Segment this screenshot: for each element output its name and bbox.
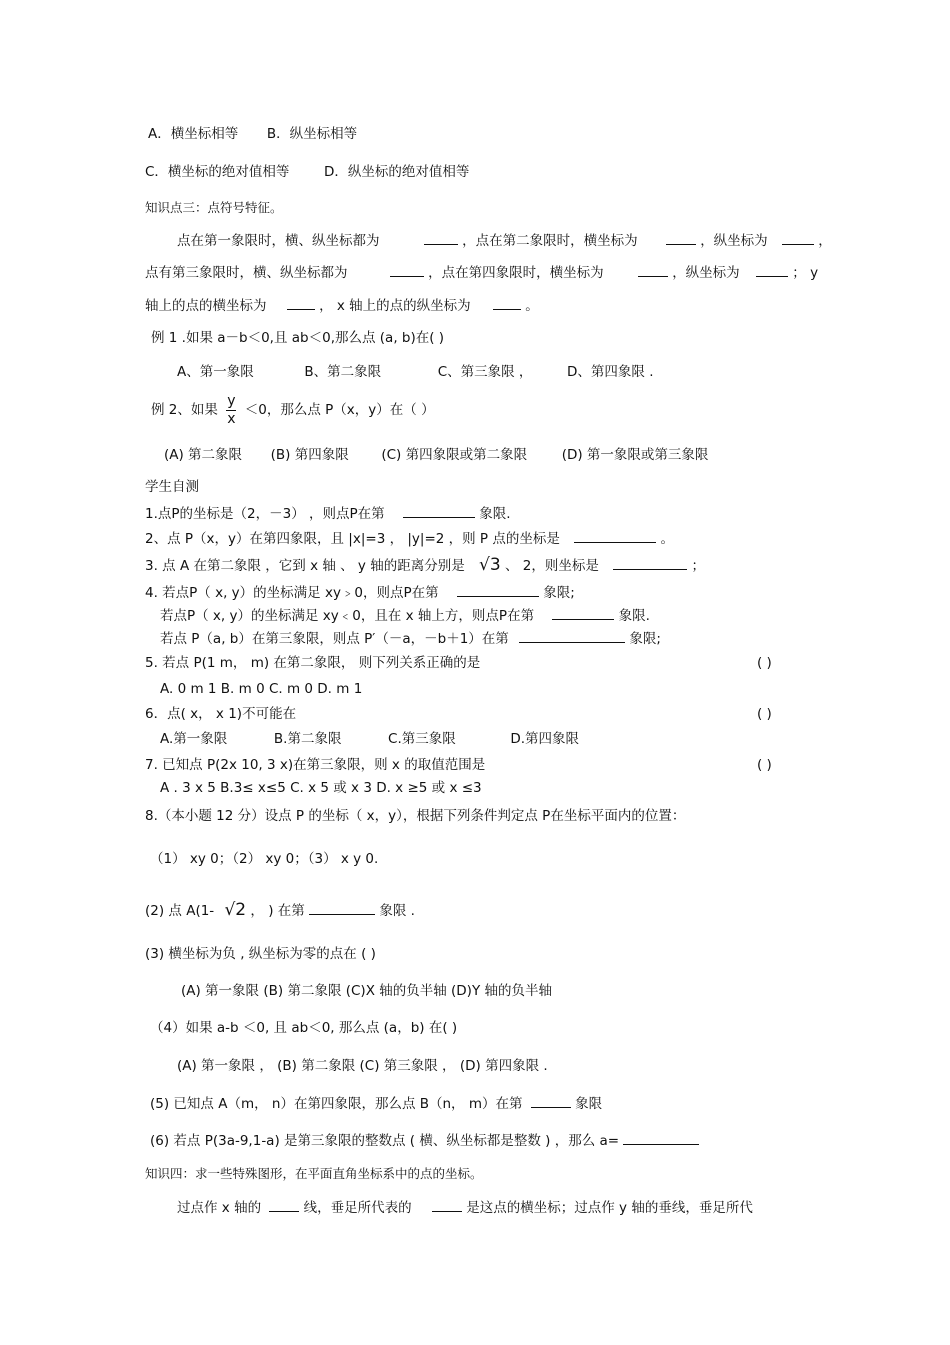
fill-blank[interactable] (432, 1198, 462, 1212)
question-8-stem: 8.（本小题 12 分）设点 P 的坐标（ x，y），根据下列条件判定点 P在坐标平面内的位置： (145, 808, 686, 824)
fill-blank[interactable] (424, 231, 458, 245)
fill-blank[interactable] (782, 231, 814, 245)
question-5-stem: 5. 若点 P(1 m， m) 在第二象限， 则下列关系正确的是 (145, 655, 481, 671)
question-4-part-1: 4. 若点P（ x, y）的坐标满足 xy﹥0，则点P在第 象限; (145, 585, 575, 601)
fill-blank[interactable] (390, 263, 424, 277)
question-4-part-2: 若点P（ x, y）的坐标满足 xy﹤0，且在 x 轴上方，则点P在第 象限. (160, 608, 650, 624)
fill-blank[interactable] (638, 263, 668, 277)
example-2-options (164, 446, 708, 464)
text-line: 过点作 x 轴的 线，垂足所代表的 是这点的横坐标；过点作 y 轴的垂线，垂足所代 (177, 1200, 753, 1216)
question-2: 2、点 P（x，y）在第四象限，且 |x|=3 ， |y|=2 ，则 P 点的坐标是 。 (145, 531, 674, 547)
fill-blank[interactable] (269, 1198, 299, 1212)
question-7-stem: 7. 已知点 P(2x 10, 3 x)在第三象限，则 x 的取值范围是 (145, 757, 486, 773)
option-b: B、第二象限 (304, 364, 382, 380)
section-heading: 学生自测 (145, 479, 199, 495)
fill-blank[interactable] (457, 583, 539, 597)
option-c: C、第三象限 ， (437, 364, 533, 380)
fill-blank[interactable] (287, 296, 315, 310)
fill-blank[interactable] (403, 504, 475, 518)
option-a: (A) 第二象限 (164, 447, 243, 463)
example-2-stem: 例 2、如果 $\frac{y}{x}$ ＜0，那么点 P（x，y）在（ ） (151, 392, 435, 427)
question-8-parts: （1） xy 0；（2） xy 0；（3） x y 0. (150, 851, 379, 867)
question-m3-options: (A) 第一象限 (B) 第二象限 (C)X 轴的负半轴 (D)Y 轴的负半轴 (181, 983, 552, 999)
fill-blank[interactable] (756, 263, 788, 277)
question-m4: （4）如果 a-b ＜0, 且 ab＜0, 那么点 (a，b) 在( ) (150, 1020, 458, 1036)
option-b: (B) 第四象限 (270, 447, 349, 463)
option-a: A．横坐标相等 (148, 126, 239, 142)
option-row (145, 163, 469, 181)
question-3: 3. 点 A 在第二象限 ，它到 x 轴 、 y 轴的距离分别是 √3 、 2，则坐标是 ； (145, 555, 705, 575)
text-line: 点有第三象限时，横、纵坐标都为 ，点在第四象限时，横坐标为 ，纵坐标为 ； y (145, 265, 819, 281)
fill-blank[interactable] (613, 556, 687, 570)
text-line: 轴上的点的横坐标为 ， x 轴上的点的纵坐标为 。 (145, 298, 539, 314)
option-c: (C) 第四象限或第二象限 (381, 447, 528, 463)
option-d: D．纵坐标的绝对值相等 (324, 164, 470, 180)
question-m6: (6) 若点 P(3a-9,1-a) 是第三象限的整数点 ( 横、纵坐标都是整数 ) ，那么 a= (150, 1131, 699, 1150)
question-6-stem: 6．点( x， x 1)不可能在 (145, 706, 297, 722)
section-heading: 知识四：求一些特殊图形，在平面直角坐标系中的点的坐标。 (145, 1166, 483, 1181)
fill-blank[interactable] (552, 606, 614, 620)
answer-paren: ( ) (757, 655, 772, 671)
fill-blank[interactable] (666, 231, 696, 245)
question-m3: (3) 横坐标为负 , 纵坐标为零的点在 ( ) (145, 946, 376, 962)
fill-blank[interactable] (574, 529, 656, 543)
sqrt-2: √2 (224, 900, 247, 920)
answer-paren: ( ) (757, 706, 772, 722)
answer-paren: ( ) (757, 757, 772, 773)
fill-blank[interactable] (623, 1131, 699, 1145)
question-1: 1.点P的坐标是（2，－3） ，则点P在第 象限. (145, 506, 511, 522)
question-4-part-3: 若点 P（a, b）在第三象限，则点 P′（－a，－b＋1）在第 象限; (160, 631, 661, 647)
sqrt-3: √3 (479, 555, 501, 575)
question-m2: (2) 点 A(1- √2 ， ) 在第 象限 . (145, 900, 415, 920)
example-1-options (177, 363, 654, 381)
section-heading: 知识点三：点符号特征。 (145, 200, 283, 215)
example-1-stem: 例 1 .如果 a－b＜0,且 ab＜0,那么点 (a, b)在( ) (151, 330, 445, 346)
question-6-options (160, 730, 579, 748)
fill-blank[interactable] (309, 901, 375, 915)
question-7-options: A . 3 x 5 B.3≤ x≤5 C. x 5 或 x 3 D. x ≥5 或 x ≤3 (160, 780, 482, 796)
option-b: B.第二象限 (273, 731, 342, 747)
question-m5: (5) 已知点 A（m， n）在第四象限，那么点 B（n， m）在第 象限 (150, 1096, 603, 1112)
option-row (148, 125, 357, 143)
option-a: A.第一象限 (160, 731, 228, 747)
option-d: D.第四象限 (510, 731, 580, 747)
option-c: C．横坐标的绝对值相等 (145, 164, 290, 180)
fill-blank[interactable] (493, 296, 521, 310)
option-d: (D) 第一象限或第三象限 (561, 447, 709, 463)
text-line: 点在第一象限时，横、纵坐标都为 ，点在第二象限时，横坐标为 ，纵坐标为 ， (177, 233, 832, 249)
option-d: D、第四象限 . (567, 364, 654, 380)
fill-blank[interactable] (531, 1094, 571, 1108)
question-m4-options: (A) 第一象限 ， (B) 第二象限 (C) 第三象限 ， (D) 第四象限 . (177, 1058, 548, 1074)
option-a: A、第一象限 (177, 364, 254, 380)
option-c: C.第三象限 (388, 731, 456, 747)
option-b: B．纵坐标相等 (266, 126, 358, 142)
question-5-options: A. 0 m 1 B. m 0 C. m 0 D. m 1 (160, 681, 363, 697)
fill-blank[interactable] (519, 629, 625, 643)
fraction: $\frac{y}{x}$ (227, 392, 236, 427)
